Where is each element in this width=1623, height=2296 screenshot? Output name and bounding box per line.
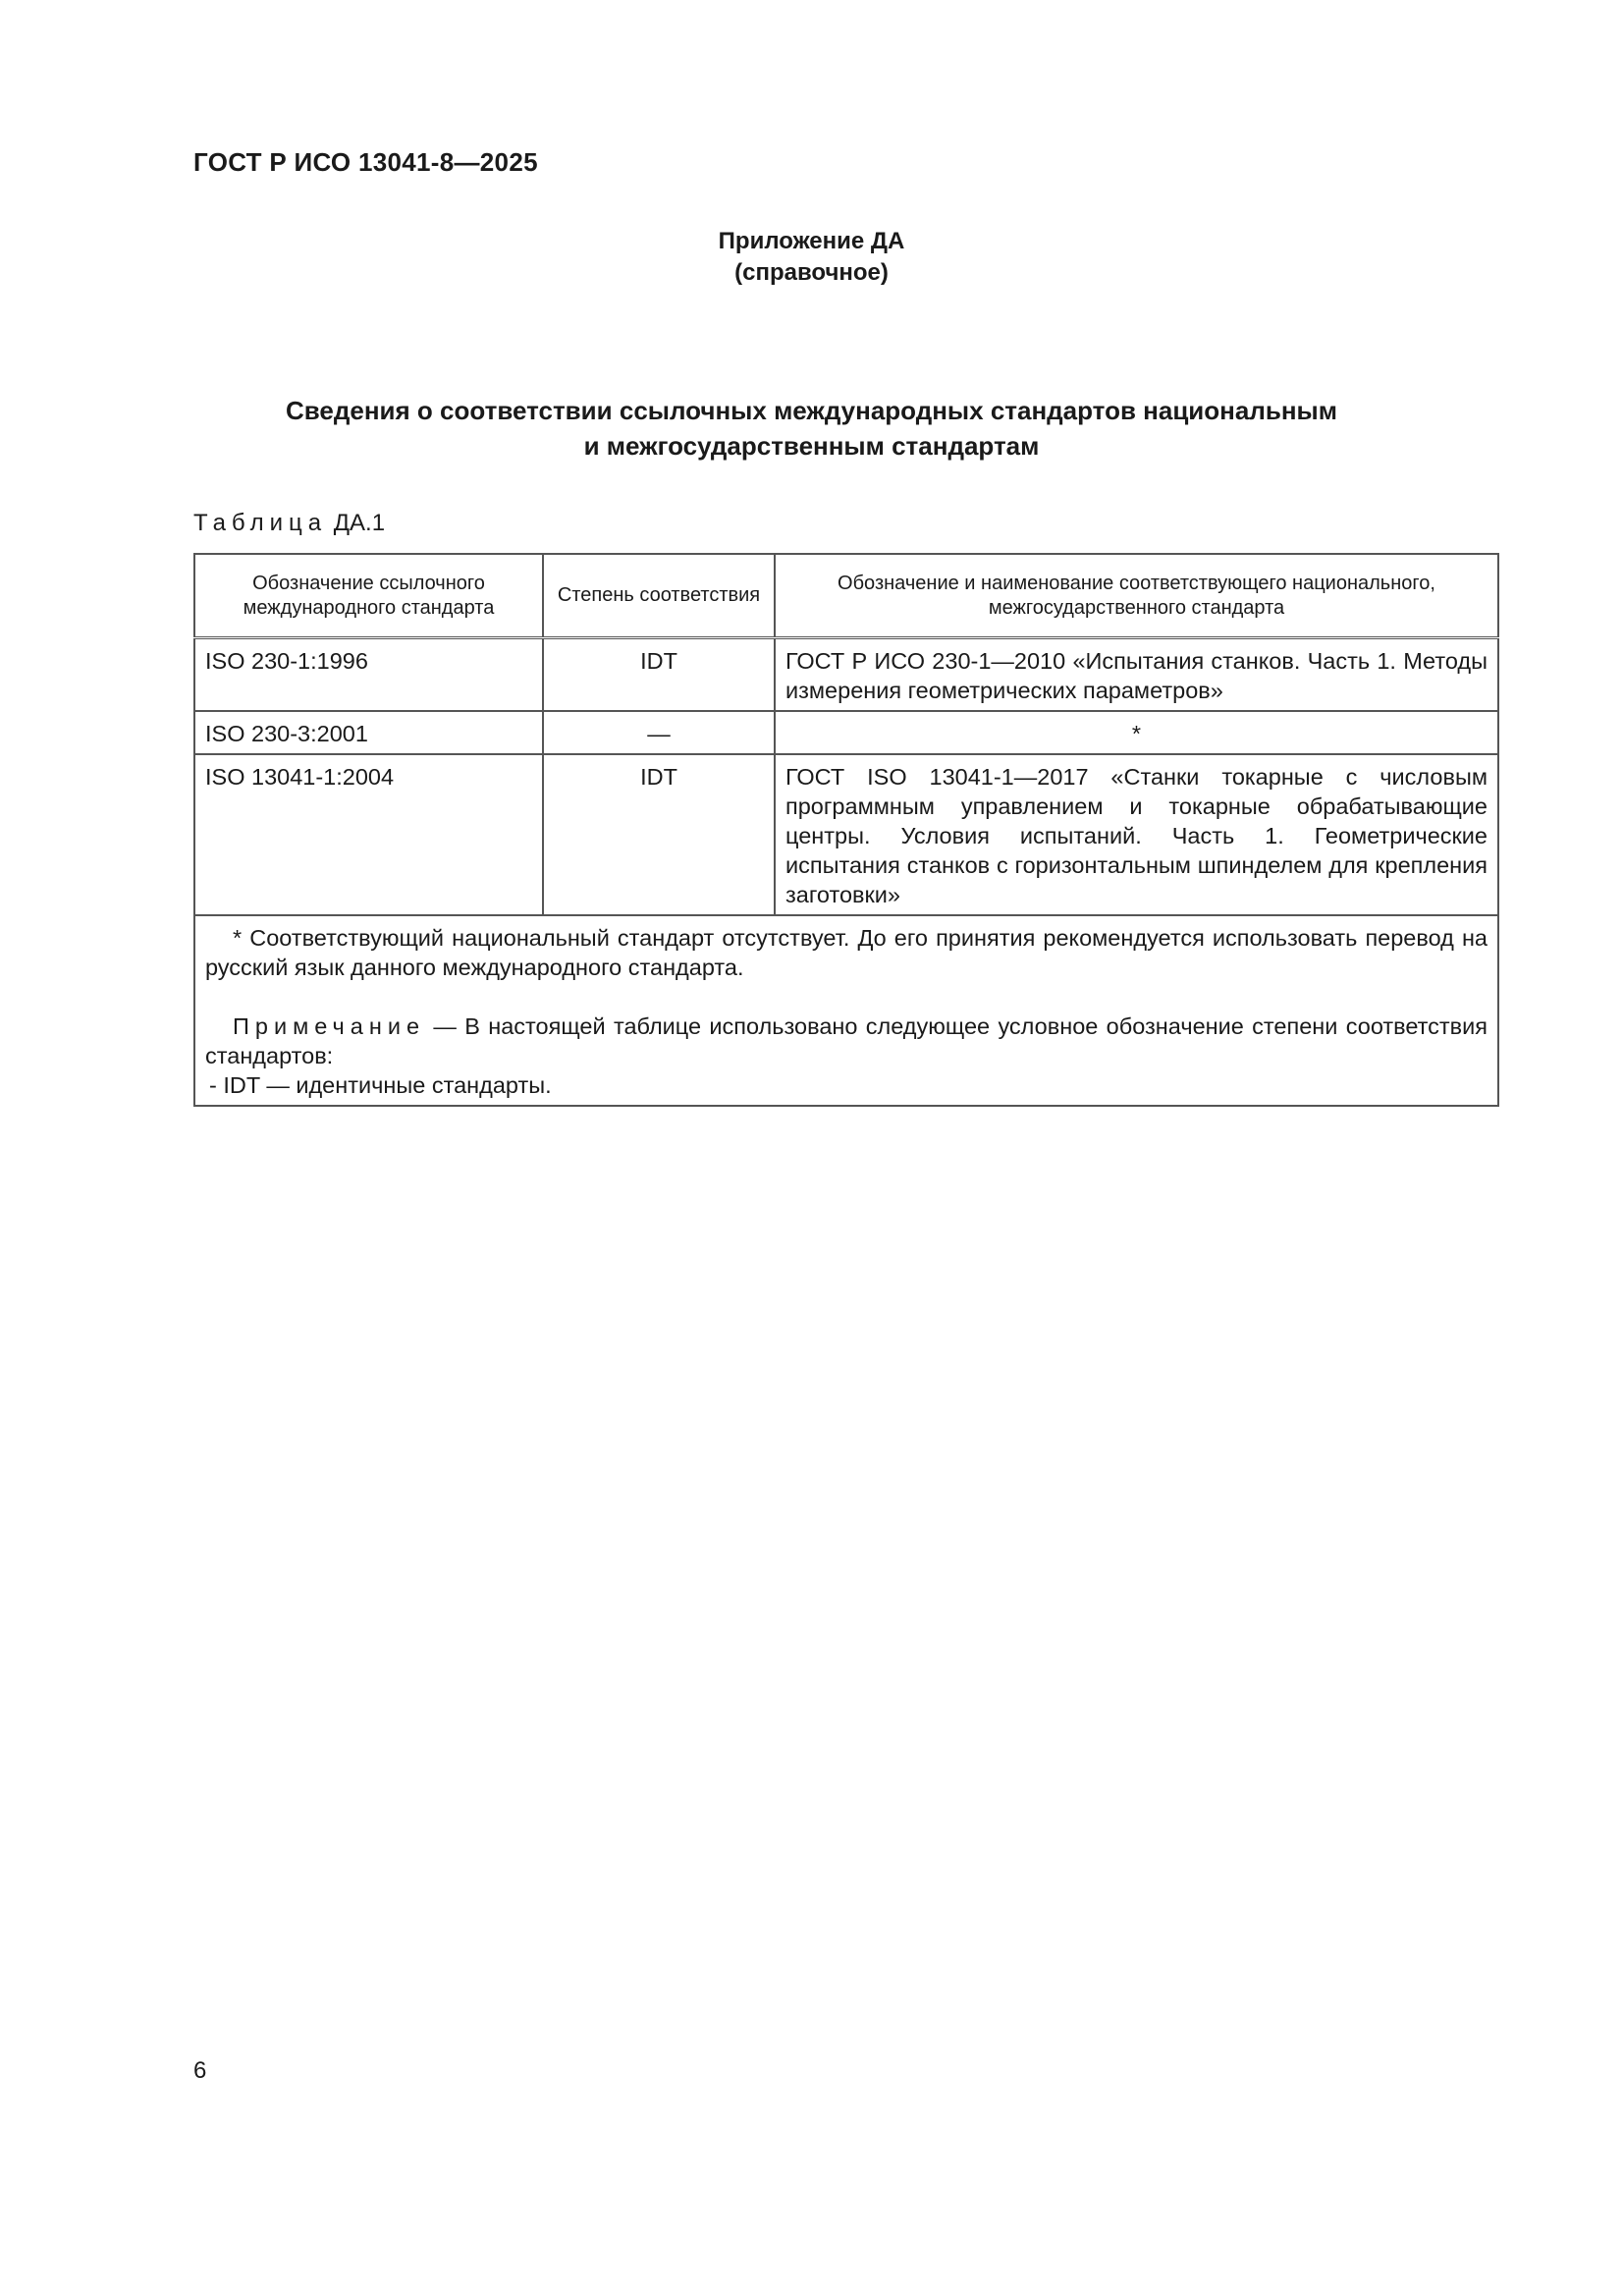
national-standard-cell: ГОСТ ISO 13041-1—2017 «Станки токарные с числовым программным управлением и токарные обрабатывающие центры. Условия испытаний. Часть 1. Геометрические испытания станков с горизонтальным шпинделем для крепления заготовки» <box>775 754 1498 915</box>
degree-cell: IDT <box>543 754 775 915</box>
standards-correspondence-table <box>193 553 1499 1107</box>
table-header-row <box>194 554 1498 638</box>
degree-cell: — <box>543 711 775 754</box>
page-number: 6 <box>193 2057 207 2084</box>
annex-title-line-2: и межгосударственным стандартам <box>583 431 1040 461</box>
table-row <box>194 638 1498 712</box>
table-row <box>194 711 1498 754</box>
table-footnote: * Соответствующий национальный стандарт отсутствует. До его принятия рекомендуется использовать перевод на русский язык данного международного стандарта. <box>205 925 1488 980</box>
note-label: Примечание <box>233 1013 426 1039</box>
table-caption-word: Таблица <box>193 510 328 536</box>
degree-cell: IDT <box>543 638 775 712</box>
note-text: — В настоящей таблице использовано следующее условное обозначение степени соответствия стандартов: <box>205 1013 1488 1068</box>
annex-heading <box>0 226 1623 289</box>
column-header-national: Обозначение и наименование соответствующего национального, межгосударственного стандарта <box>775 554 1498 638</box>
national-standard-cell: ГОСТ Р ИСО 230-1—2010 «Испытания станков. Часть 1. Методы измерения геометрических параметров» <box>775 638 1498 712</box>
table-caption-number: ДА.1 <box>333 510 386 536</box>
annex-label: Приложение ДА <box>718 228 905 254</box>
intl-standard-cell: ISO 230-1:1996 <box>194 638 543 712</box>
document-code: ГОСТ Р ИСО 13041-8—2025 <box>193 147 538 177</box>
note-list-item: - IDT — идентичные стандарты. <box>209 1072 552 1098</box>
table-caption <box>193 510 385 537</box>
column-header-intl: Обозначение ссылочного международного стандарта <box>194 554 543 638</box>
table-note <box>205 1011 1488 1070</box>
intl-standard-cell: ISO 230-3:2001 <box>194 711 543 754</box>
table-row <box>194 754 1498 915</box>
table-notes-cell <box>194 915 1498 1106</box>
national-standard-cell: * <box>775 711 1498 754</box>
annex-kind: (справочное) <box>734 259 889 286</box>
intl-standard-cell: ISO 13041-1:2004 <box>194 754 543 915</box>
column-header-degree: Степень соответствия <box>543 554 775 638</box>
annex-title-line-1: Сведения о соответствии ссылочных международных стандартов национальным <box>286 396 1337 425</box>
annex-title <box>0 393 1623 464</box>
table-notes-row <box>194 915 1498 1106</box>
